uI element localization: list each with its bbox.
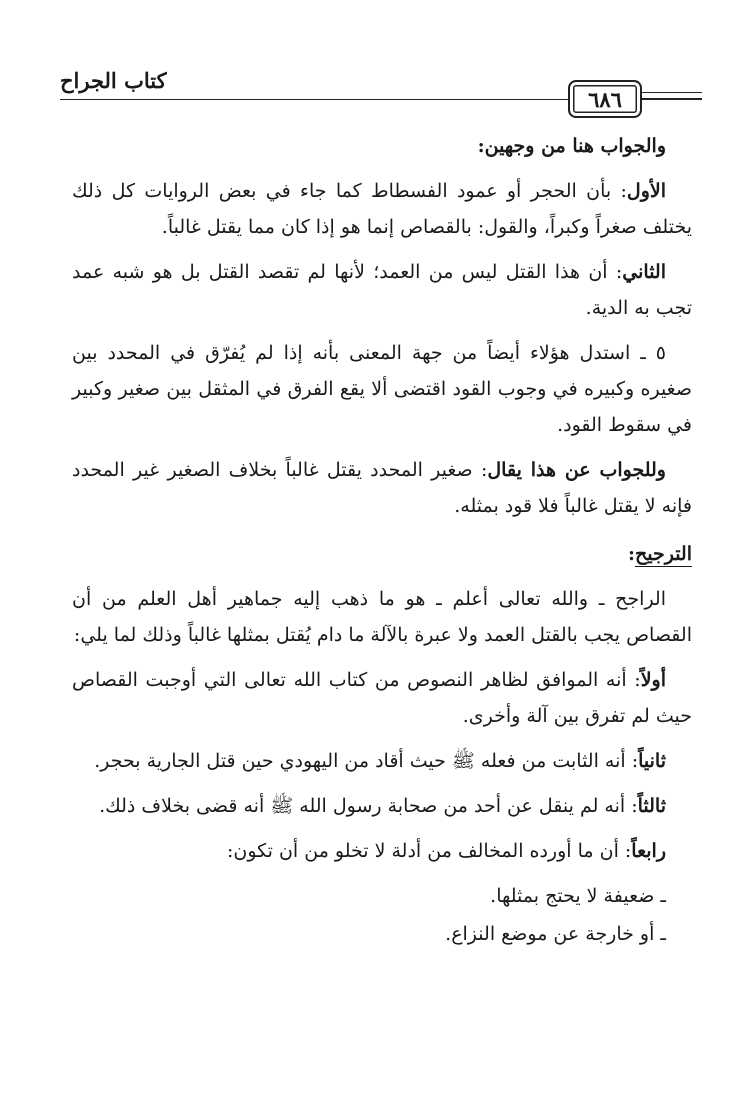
paragraph-text: ٥ ـ استدل هؤلاء أيضاً من جهة المعنى بأنه إذا لم يُفرّق في المحدد بين صغيره وكبيره في وجوب القود اقتضى ألا يقع الفرق في المثقل بين صغير وكبير في سقوط القود.: [72, 342, 692, 436]
paragraph-second-answer: [72, 254, 692, 326]
paragraph-text: : أنه لم ينقل عن أحد من صحابة رسول الله ﷺ أنه قضى بخلاف ذلك.: [99, 795, 638, 817]
paragraph-reason-third: [72, 788, 692, 824]
paragraph-label: ثانياً: [638, 750, 666, 772]
page-number-frame: [568, 80, 642, 118]
running-title: كتاب الجراح: [60, 68, 167, 93]
paragraph-text: والجواب هنا من وجهين:: [477, 135, 666, 157]
paragraph-text: : أنه الموافق لظاهر النصوص من كتاب الله تعالى التي أوجبت القصاص حيث لم تفرق بين آلة وأخرى.: [72, 669, 692, 727]
paragraph-label: وللجواب عن هذا يقال: [487, 459, 666, 481]
paragraph-reason-fourth: [72, 833, 692, 869]
page-number: ٦٨٦: [588, 86, 622, 112]
body-text: [72, 128, 692, 954]
list-item: ـ أو خارجة عن موضع النزاع.: [445, 923, 666, 945]
paragraph-reply: [72, 452, 692, 524]
paragraph-label: الأول: [626, 180, 666, 202]
paragraph-text: : أن هذا القتل ليس من العمد؛ لأنها لم تقصد القتل بل هو شبه عمد تجب به الدية.: [72, 261, 692, 319]
paragraph-text: : أن ما أورده المخالف من أدلة لا تخلو من أن تكون:: [226, 840, 632, 862]
header-double-rule: [642, 92, 702, 99]
paragraph-first-answer: [72, 173, 692, 245]
paragraph-label: ثالثاً: [637, 795, 666, 817]
list-item: ـ ضعيفة لا يحتج بمثلها.: [490, 885, 666, 907]
paragraph-reason-second: [72, 743, 692, 779]
paragraph-text: الراجح ـ والله تعالى أعلم ـ هو ما ذهب إليه جماهير أهل العلم من أن القصاص يجب بالقتل العمد ولا عبرة بالآلة ما دام يُقتل بمثلها غالباً وذلك لما يلي:: [72, 588, 692, 646]
section-heading: [72, 536, 692, 572]
paragraph-preferred-view: [72, 581, 692, 653]
section-heading-colon: :: [627, 543, 635, 565]
paragraph-label: الثاني: [622, 261, 666, 283]
section-heading-text: الترجيح: [634, 543, 692, 565]
paragraph-reason-first: [72, 662, 692, 734]
paragraph-text: : أنه الثابت من فعله ﷺ حيث أقاد من اليهودي حين قتل الجارية بحجر.: [94, 750, 639, 772]
paragraph-text: : بأن الحجر أو عمود الفسطاط كما جاء في بعض الروايات كل ذلك يختلف صغراً وكبراً، والقول: بالقصاص إنما هو إذا كان مما يقتل غالباً.: [72, 180, 692, 238]
paragraph-answer-intro: [72, 128, 692, 164]
paragraph-point-five: [72, 335, 692, 443]
paragraph-label: رابعاً: [631, 840, 666, 862]
paragraph-text: : صغير المحدد يقتل غالباً بخلاف الصغير غير المحدد فإنه لا يقتل غالباً فلا قود بمثله.: [72, 459, 692, 517]
paragraph-label: أولاً: [640, 669, 666, 691]
page-header: [60, 62, 702, 122]
